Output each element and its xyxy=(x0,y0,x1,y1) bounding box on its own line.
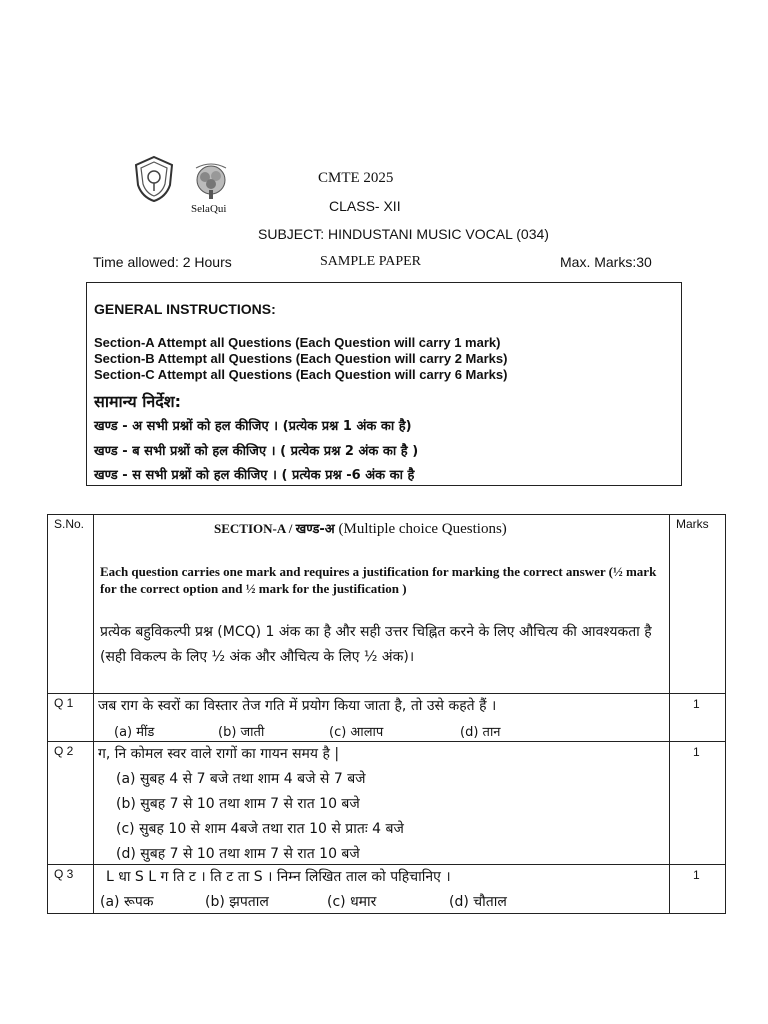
column-header-marks: Marks xyxy=(676,517,709,531)
hindi-instructions-title: सामान्य निर्देश: xyxy=(94,392,182,411)
tree-emblem-icon xyxy=(188,160,234,202)
instruction-line: Section-B Attempt all Questions (Each Question will carry 2 Marks) xyxy=(94,351,508,366)
option-d: (d) चौताल xyxy=(449,894,507,910)
option-d: (d) तान xyxy=(460,725,501,740)
question-number: Q 1 xyxy=(54,696,74,710)
question-number: Q 2 xyxy=(54,744,74,758)
exam-title: CMTE 2025 xyxy=(318,170,394,186)
instruction-line: Section-A Attempt all Questions (Each Question will carry 1 mark) xyxy=(94,335,501,350)
brand-wordmark: SelaQui xyxy=(191,203,227,215)
section-heading-en: SECTION-A / xyxy=(214,521,296,536)
column-header-sno: S.No. xyxy=(54,517,85,531)
paper-type: SAMPLE PAPER xyxy=(320,254,422,269)
option-b: (b) जाती xyxy=(218,725,265,740)
question-marks: 1 xyxy=(693,745,700,759)
hindi-instruction-line: खण्ड - अ सभी प्रश्नों को हल कीजिए । (प्रत्येक प्रश्न 1 अंक का है) xyxy=(94,419,412,434)
section-heading-hi: खण्ड-अ xyxy=(295,522,335,537)
time-allowed: Time allowed: 2 Hours xyxy=(93,254,232,270)
class-label: CLASS- XII xyxy=(329,198,401,214)
question-marks: 1 xyxy=(693,697,700,711)
option-c: (c) आलाप xyxy=(329,725,384,740)
option-b: (b) झपताल xyxy=(205,894,269,910)
question-marks: 1 xyxy=(693,868,700,882)
option-d: (d) सुबह 7 से 10 तथा शाम 7 से रात 10 बजे xyxy=(116,846,360,862)
option-c: (c) सुबह 10 से शाम 4बजे तथा रात 10 से प्रातः 4 बजे xyxy=(116,821,404,837)
hindi-instruction-line: खण्ड - स सभी प्रश्नों को हल कीजिए । ( प्रत्येक प्रश्न -6 अंक का है xyxy=(94,468,415,483)
question-text: L धा S L ग ति ट । ति ट ता S । निम्न लिखित ताल को पहिचानिए । xyxy=(106,869,451,885)
questions-table xyxy=(47,514,726,914)
option-a: (a) रूपक xyxy=(100,894,154,910)
section-heading-type: (Multiple choice Questions) xyxy=(334,521,507,537)
school-crest-icon xyxy=(132,155,176,203)
option-b: (b) सुबह 7 से 10 तथा शाम 7 से रात 10 बजे xyxy=(116,796,360,812)
option-c: (c) धमार xyxy=(327,894,377,910)
max-marks: Max. Marks:30 xyxy=(560,254,652,270)
option-a: (a) सुबह 4 से 7 बजे तथा शाम 4 बजे से 7 बजे xyxy=(116,771,366,787)
general-instructions-box xyxy=(86,282,682,486)
section-instruction-hi: प्रत्येक बहुविकल्पी प्रश्न (MCQ) 1 अंक का है और सही उत्तर चिह्नित करने के लिए औचित्य की आवश्यकता है (सही विकल्प के लिए ½ अंक और औचित्य के लिए ½ अंक)। xyxy=(100,624,652,665)
question-text: जब राग के स्वरों का विस्तार तेज गति में प्रयोग किया जाता है, तो उसे कहते हैं । xyxy=(98,698,497,714)
general-instructions-title: GENERAL INSTRUCTIONS: xyxy=(94,301,276,317)
subject-label: SUBJECT: HINDUSTANI MUSIC VOCAL (034) xyxy=(258,226,549,242)
question-number: Q 3 xyxy=(54,867,74,881)
option-a: (a) मींड xyxy=(114,725,155,740)
section-heading xyxy=(214,519,507,538)
question-text: ग, नि कोमल स्वर वाले रागों का गायन समय है | xyxy=(98,746,340,762)
section-instruction-en: Each question carries one mark and requires a justification for marking the correct answer (½ mark for the correct option and ½ mark for the justification ) xyxy=(100,564,657,596)
hindi-instruction-line: खण्ड - ब सभी प्रश्नों को हल कीजिए । ( प्रत्येक प्रश्न 2 अंक का है ) xyxy=(94,444,419,459)
instruction-line: Section-C Attempt all Questions (Each Question will carry 6 Marks) xyxy=(94,367,508,382)
